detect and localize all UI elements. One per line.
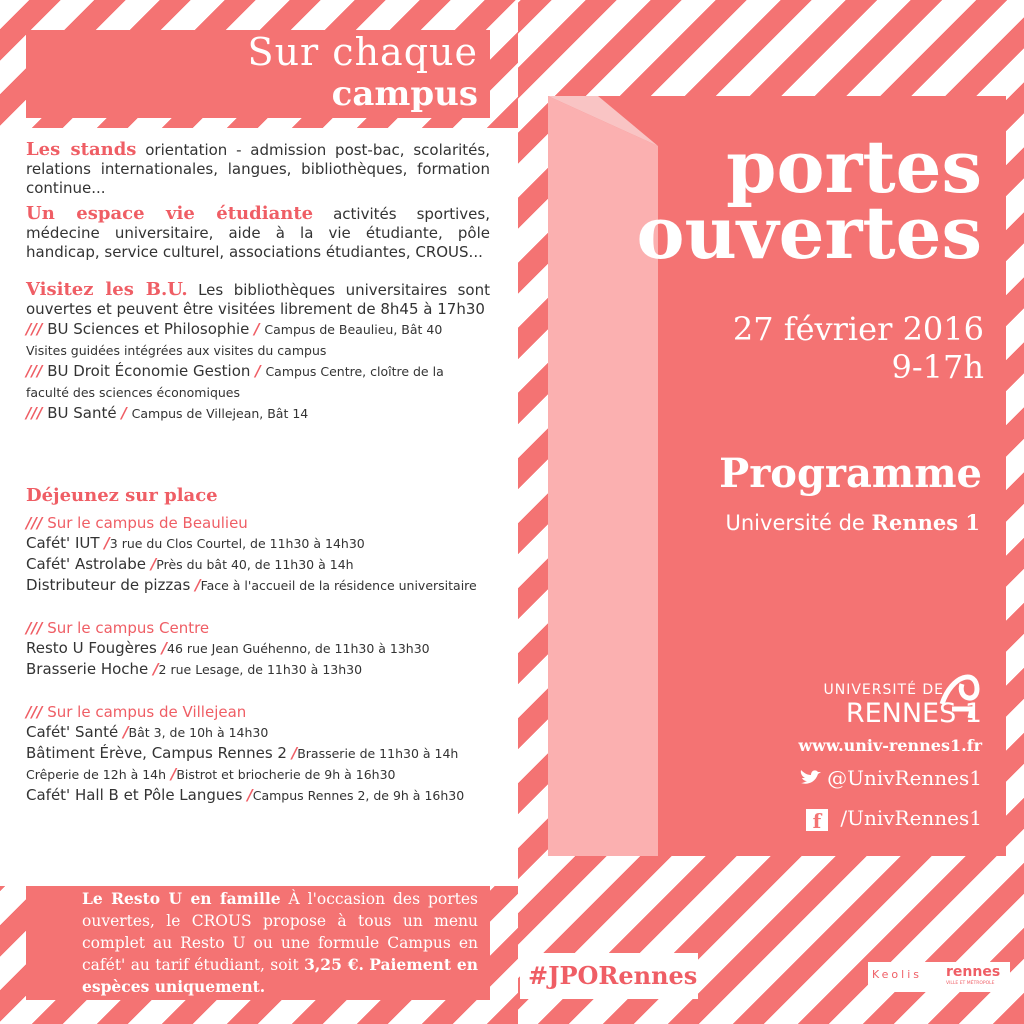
bu-name: BU Sciences et Philosophie [47, 320, 250, 338]
resto-text [82, 888, 478, 998]
triple-slash-icon: /// [26, 514, 43, 532]
lunch-item: Bâtiment Érève, Campus Rennes 2 /Brasserie de 11h30 à 14h [26, 744, 459, 762]
rennes-logo: rennes [946, 964, 1001, 980]
logo-top: UNIVERSITÉ DE [823, 682, 944, 698]
triple-slash-icon: /// [26, 320, 43, 338]
slash-icon: / [195, 576, 201, 594]
bu-detail: Campus de Beaulieu, Bât 40 [264, 322, 443, 337]
resto-block [26, 886, 490, 1000]
intro-bu-text: Les bibliothèques universitaires sont ouvertes et peuvent être visitées librement de 8h45 à 17h30 [26, 281, 490, 318]
programme-university: Université de Rennes 1 [725, 510, 980, 535]
bu-extra: Visites guidées intégrées aux visites du campus [26, 343, 327, 358]
resto-title: Le Resto U en famille [82, 889, 281, 908]
slash-icon: / [170, 765, 177, 783]
triple-slash-icon: /// [26, 619, 43, 637]
lunch-campus [26, 618, 490, 680]
slash-icon: / [254, 320, 260, 338]
slash-icon: / [255, 362, 261, 380]
facebook-link[interactable]: f /UnivRennes1 [806, 806, 982, 831]
lunch-item: Cafét' Astrolabe /Près du bât 40, de 11h30 à 14h [26, 555, 354, 573]
header-block [26, 30, 490, 118]
bu-item [26, 319, 490, 361]
keolis-logo: Keolis [872, 968, 923, 981]
university-logo [812, 664, 982, 734]
header-line2: campus [331, 74, 478, 114]
title-portes: portes [726, 124, 982, 209]
slash-icon: / [153, 660, 159, 678]
intro-stands [26, 140, 490, 198]
bu-name: BU Droit Économie Gestion [47, 362, 251, 380]
info-column [26, 140, 490, 806]
facebook-icon: f [806, 809, 828, 831]
lunch-item: Distributeur de pizzas /Face à l'accueil de la résidence universitaire [26, 576, 477, 594]
lunch-item: Cafét' Hall B et Pôle Langues /Campus Rennes 2, de 9h à 16h30 [26, 786, 465, 804]
event-hours: 9-17h [891, 348, 984, 386]
lunch-campus [26, 513, 490, 596]
header-line1: Sur chaque [247, 30, 478, 74]
triple-slash-icon: /// [26, 404, 43, 422]
lunch-campus-name: /// Sur le campus de Villejean [26, 703, 247, 721]
slash-icon: / [121, 404, 127, 422]
title-ouvertes: ouvertes [636, 190, 982, 275]
logo-bottom: RENNES 1 [845, 698, 982, 729]
triple-slash-icon: /// [26, 703, 43, 721]
website-link[interactable]: www.univ-rennes1.fr [798, 736, 982, 755]
lunch-campus-name: /// Sur le campus Centre [26, 619, 210, 637]
bu-name: BU Santé [47, 404, 117, 422]
triple-slash-icon: /// [26, 362, 43, 380]
lunch-title: Déjeunez sur place [26, 485, 218, 506]
intro-bu [26, 280, 490, 319]
programme-title: Programme [719, 450, 982, 497]
bu-item [26, 361, 490, 403]
intro-vie-title: Un espace vie étudiante [26, 203, 314, 224]
lunch-campus-name: /// Sur le campus de Beaulieu [26, 514, 248, 532]
hashtag: #JPORennes [528, 961, 698, 990]
bu-detail: Campus de Villejean, Bât 14 [131, 406, 309, 421]
slash-icon: / [104, 534, 110, 552]
slash-icon: / [150, 555, 157, 573]
lunch-item: Cafét' IUT /3 rue du Clos Courtel, de 11h30 à 14h30 [26, 534, 365, 552]
lunch-item: Brasserie Hoche /2 rue Lesage, de 11h30 à 13h30 [26, 660, 363, 678]
intro-stands-title: Les stands [26, 139, 137, 160]
bu-detail: Campus Centre, cloître de la faculté des sciences économiques [26, 364, 444, 400]
intro-vie-text: activités sportives, médecine universitaire, aide à la vie étudiante, pôle handicap, service culturel, associations étudiantes, CROUS... [26, 205, 490, 261]
lunch-item: Crêperie de 12h à 14h /Bistrot et briocherie de 9h à 16h30 [26, 765, 396, 783]
lunch-item: Cafét' Santé /Bât 3, de 10h à 14h30 [26, 723, 269, 741]
slash-icon: / [247, 786, 253, 804]
title-panel [548, 96, 1006, 856]
twitter-icon [799, 769, 821, 787]
twitter-link[interactable]: @UnivRennes1 [799, 766, 982, 790]
event-date: 27 février 2016 [732, 310, 984, 348]
slash-icon: / [291, 744, 298, 762]
slash-icon: / [123, 723, 129, 741]
resto-desc: À l'occasion des portes ouvertes, le CROUS propose à tous un menu complet au Resto U ou une formule Campus en cafét' au tarif étudiant, soit [82, 890, 478, 974]
resto-price: 3,25 €. [304, 955, 364, 974]
lunch-campus [26, 702, 490, 806]
hashtag-box [520, 953, 698, 999]
lunch-item: Resto U Fougères /46 rue Jean Guéhenno, de 11h30 à 13h30 [26, 639, 430, 657]
intro-vie [26, 204, 490, 262]
slash-icon: / [161, 639, 168, 657]
bu-item [26, 403, 490, 424]
sponsor-box [868, 962, 1010, 992]
intro-bu-title: Visitez les B.U. [26, 279, 188, 300]
intro-stands-text: orientation - admission post-bac, scolarités, relations internationales, langues, bibliothèques, formation continue... [26, 141, 490, 197]
resto-note: Paiement en espèces uniquement. [82, 955, 478, 996]
rennes-logo-sub: VILLE ET MÉTROPOLE [946, 981, 995, 986]
